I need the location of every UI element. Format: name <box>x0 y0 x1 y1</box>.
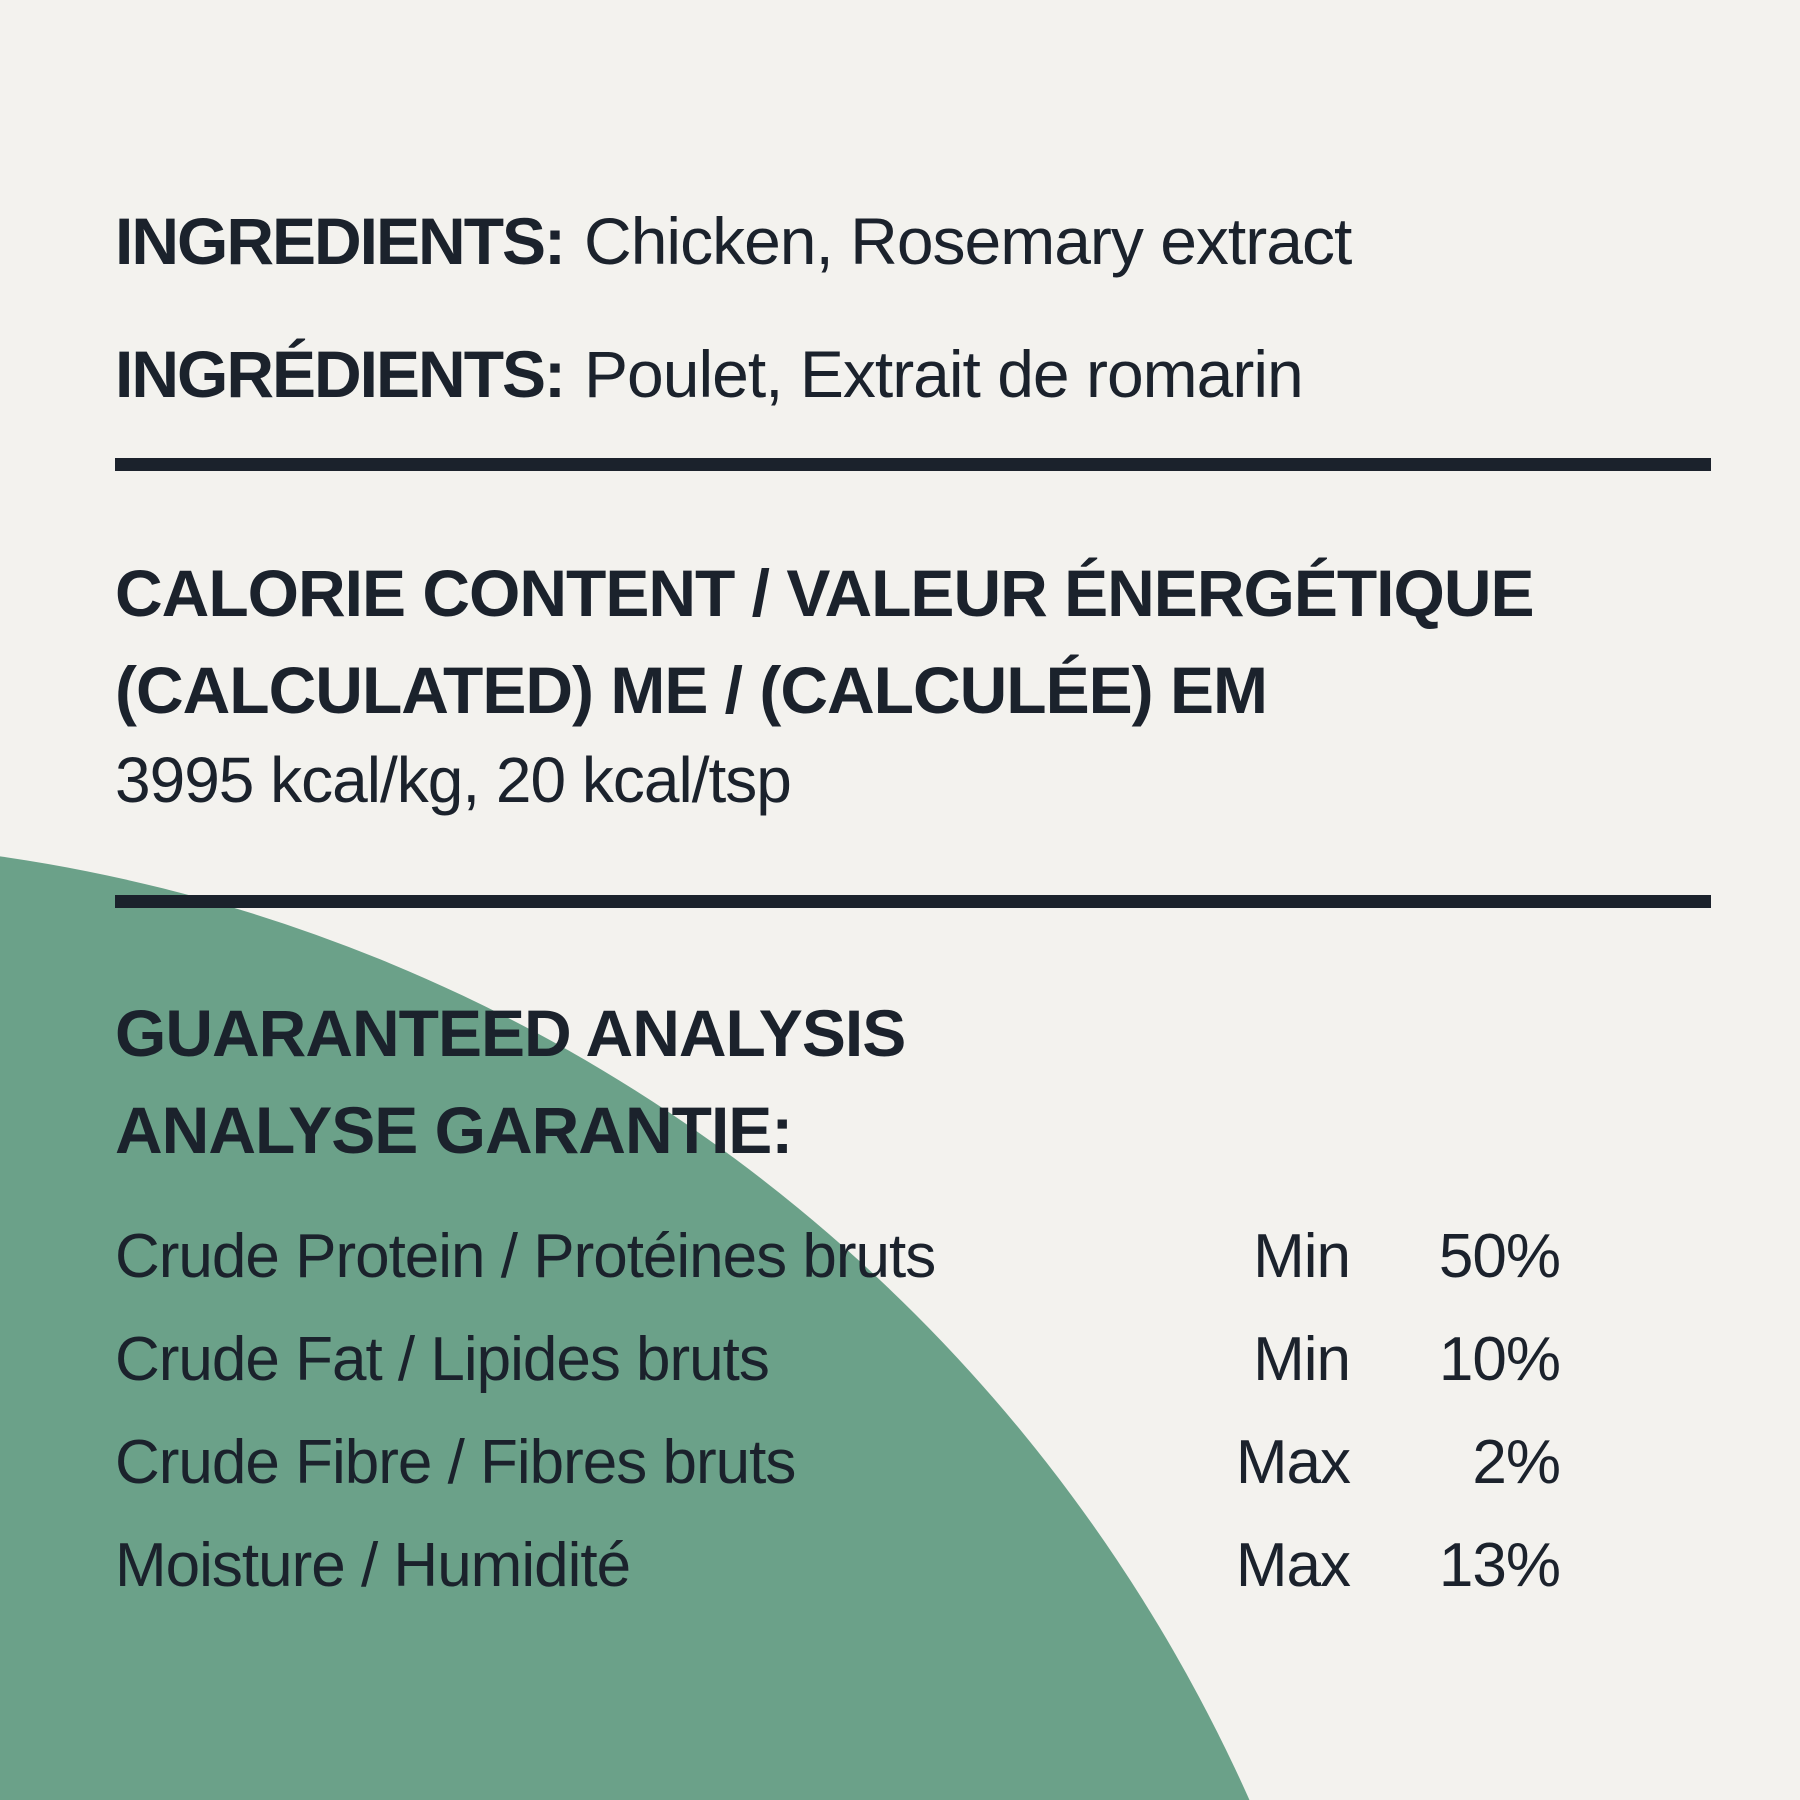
row-qualifier: Min <box>1253 1222 1350 1291</box>
row-name: Crude Protein / Protéines bruts <box>115 1222 936 1291</box>
row-qualifier: Max <box>1235 1531 1350 1600</box>
ingredients-label-en: INGREDIENTS: <box>115 204 565 278</box>
table-row <box>115 1514 1560 1617</box>
calorie-value: 3995 kcal/kg, 20 kcal/tsp <box>115 744 791 816</box>
guaranteed-analysis-heading-line2: ANALYSE GARANTIE: <box>115 1093 793 1167</box>
table-row <box>115 1205 1560 1308</box>
ingredients-label-fr: INGRÉDIENTS: <box>115 337 565 411</box>
guaranteed-analysis-heading <box>115 985 905 1179</box>
ingredients-value-en: Chicken, Rosemary extract <box>584 204 1352 278</box>
calorie-heading-line2: (CALCULATED) ME / (CALCULÉE) EM <box>115 653 1267 727</box>
ingredients-line-en <box>115 204 1352 278</box>
row-name: Crude Fat / Lipides bruts <box>115 1325 769 1394</box>
guaranteed-analysis-heading-line1: GUARANTEED ANALYSIS <box>115 996 906 1070</box>
row-value: 2% <box>1472 1428 1560 1497</box>
divider-top <box>115 458 1711 471</box>
row-qualifier: Min <box>1253 1325 1350 1394</box>
table-row <box>115 1308 1560 1411</box>
row-qualifier: Max <box>1235 1428 1350 1497</box>
row-value: 13% <box>1438 1531 1560 1600</box>
row-value: 10% <box>1438 1325 1560 1394</box>
ingredients-line-fr <box>115 337 1303 411</box>
calorie-heading <box>115 545 1534 739</box>
calorie-heading-line1: CALORIE CONTENT / VALEUR ÉNERGÉTIQUE <box>115 556 1534 630</box>
table-row <box>115 1411 1560 1514</box>
divider-middle <box>115 895 1711 908</box>
row-name: Crude Fibre / Fibres bruts <box>115 1428 796 1497</box>
row-value: 50% <box>1438 1222 1560 1291</box>
row-name: Moisture / Humidité <box>115 1531 631 1600</box>
ingredients-value-fr: Poulet, Extrait de romarin <box>584 337 1303 411</box>
guaranteed-analysis-table <box>115 1205 1560 1617</box>
